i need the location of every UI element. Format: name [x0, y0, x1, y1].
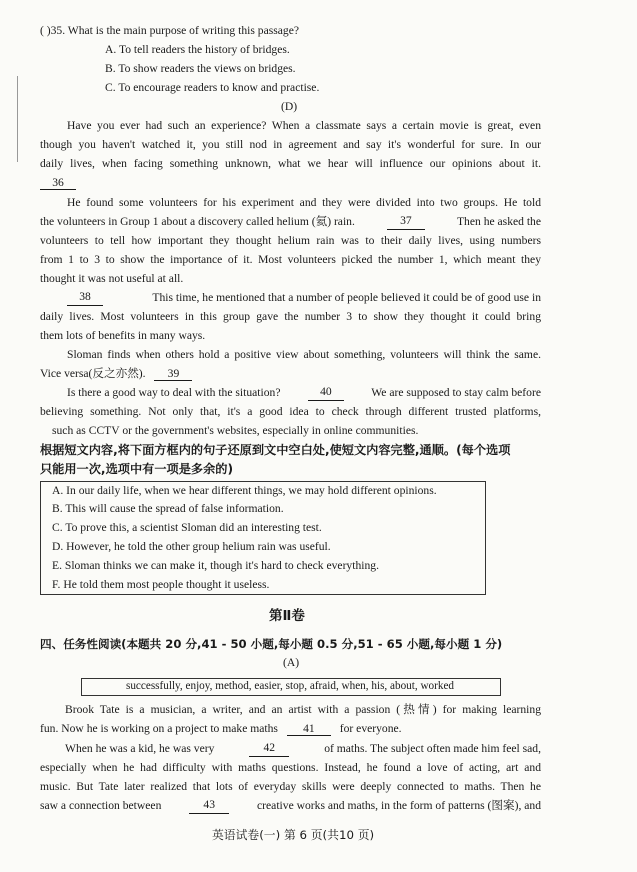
passage-line-with-blank	[40, 721, 402, 737]
passage-line-with-blank	[40, 214, 541, 230]
passage-line: daily lives. Most volunteers in this group gave the number 3 to show they thought it could bring	[40, 310, 541, 323]
option-e: E. Sloman thinks we can make it, though it's hard to check everything.	[52, 559, 379, 572]
passage-line: daily lives, when facing something unknown, what we hear will influence our opinions about it.	[40, 157, 541, 170]
passage-line: He found some volunteers for his experiment and they were divided into two groups. He told	[67, 196, 541, 209]
text-segment: saw a connection between	[40, 799, 162, 812]
text-segment: the volunteers in Group 1 about a discovery called helium (氦) rain.	[40, 215, 355, 228]
blank-36[interactable]: 36	[40, 176, 76, 190]
text-segment: This time, he mentioned that a number of people believed it could be of good use in	[152, 291, 541, 304]
q35-option-c: C. To encourage readers to know and practise.	[105, 81, 320, 94]
text-segment: Vice versa(反之亦然).	[40, 367, 146, 380]
passage-line: music. But Tate later realized that lots of everyday skills were deeply connected to maths. Then he	[40, 780, 541, 793]
text-segment: of maths. The subject often made him feel sad,	[324, 742, 541, 755]
instruction-line: 根据短文内容,将下面方框内的句子还原到文中空白处,使短文内容完整,通顺。(每个选项	[40, 443, 511, 457]
text-segment: Is there a good way to deal with the situation?	[67, 386, 281, 399]
option-f: F. He told them most people thought it useless.	[52, 578, 270, 591]
margin-rule	[17, 76, 18, 162]
word-bank: successfully, enjoy, method, easier, stop, afraid, when, his, about, worked	[125, 680, 455, 692]
passage-line: though you haven't watched it, you still nod in agreement and say it's wonderful for sure. In our	[40, 138, 541, 151]
option-b: B. This will cause the spread of false information.	[52, 502, 284, 515]
passage-line: such as CCTV or the government's websites, especially in online communities.	[52, 424, 419, 437]
text-segment: for everyone.	[339, 722, 402, 735]
q35-option-b: B. To show readers the views on bridges.	[105, 62, 296, 75]
passage-a-label: (A)	[283, 656, 300, 669]
text-segment: creative works and maths, in the form of patterns (图案), and	[257, 799, 541, 812]
q35-option-a: A. To tell readers the history of bridges.	[105, 43, 290, 56]
passage-line-with-blank	[40, 798, 541, 814]
passage-line: from 1 to 3 to show the importance of it. Most volunteers picked the number 1, which meant they	[40, 253, 541, 266]
blank-42[interactable]: 42	[249, 741, 289, 757]
text-segment: We are supposed to stay calm before	[371, 386, 541, 399]
passage-d-label: (D)	[281, 100, 298, 113]
text-segment: When he was a kid, he was very	[65, 742, 215, 755]
question-35-stem: ( )35. What is the main purpose of writing this passage?	[40, 24, 299, 37]
option-d: D. However, he told the other group helium rain was useful.	[52, 540, 331, 553]
passage-line: thought it was not useful at all.	[40, 272, 184, 285]
option-c: C. To prove this, a scientist Sloman did an interesting test.	[52, 521, 322, 534]
passage-line: believing something. Not only that, it's a good idea to check through different trusted platforms,	[40, 405, 541, 418]
passage-line-with-blank	[40, 366, 192, 382]
blank-41[interactable]: 41	[287, 722, 331, 736]
volume-title: 第Ⅱ卷	[269, 608, 305, 624]
page-footer: 英语试卷(一) 第 6 页(共10 页)	[212, 828, 375, 842]
passage-line: Have you ever had such an experience? When a classmate says a certain movie is great, even	[67, 119, 541, 132]
instruction-line: 只能用一次,选项中有一项是多余的)	[40, 462, 234, 476]
passage-line-with-blank	[67, 385, 541, 401]
passage-line-with-blank	[67, 290, 541, 306]
passage-line: Sloman finds when others hold a positive view about something, volunteers will think the same.	[67, 348, 541, 361]
blank-39[interactable]: 39	[154, 367, 192, 381]
passage-line: especially when he had difficulty with maths questions. Instead, he found a love of acting, art and	[40, 761, 541, 774]
passage-line: Brook Tate is a musician, a writer, and an artist with a passion (热情) for making learning	[65, 703, 541, 716]
option-a: A. In our daily life, when we hear different things, we may hold different opinions.	[52, 484, 437, 497]
text-segment: fun. Now he is working on a project to make maths	[40, 722, 278, 735]
passage-line-with-blank	[65, 741, 541, 757]
blank-37[interactable]: 37	[387, 214, 425, 230]
section-heading: 四、任务性阅读(本题共 20 分,41 - 50 小题,每小题 0.5 分,51 - 65 小题,每小题 1 分)	[40, 637, 503, 651]
passage-line: them lots of benefits in many ways.	[40, 329, 206, 342]
text-segment: Then he asked the	[456, 215, 541, 228]
blank-43[interactable]: 43	[189, 798, 229, 814]
blank-40[interactable]: 40	[308, 385, 344, 401]
blank-38[interactable]: 38	[67, 290, 103, 306]
passage-line: volunteers to tell how important they thought helium rain was to their daily lives, using numbers	[40, 234, 541, 247]
